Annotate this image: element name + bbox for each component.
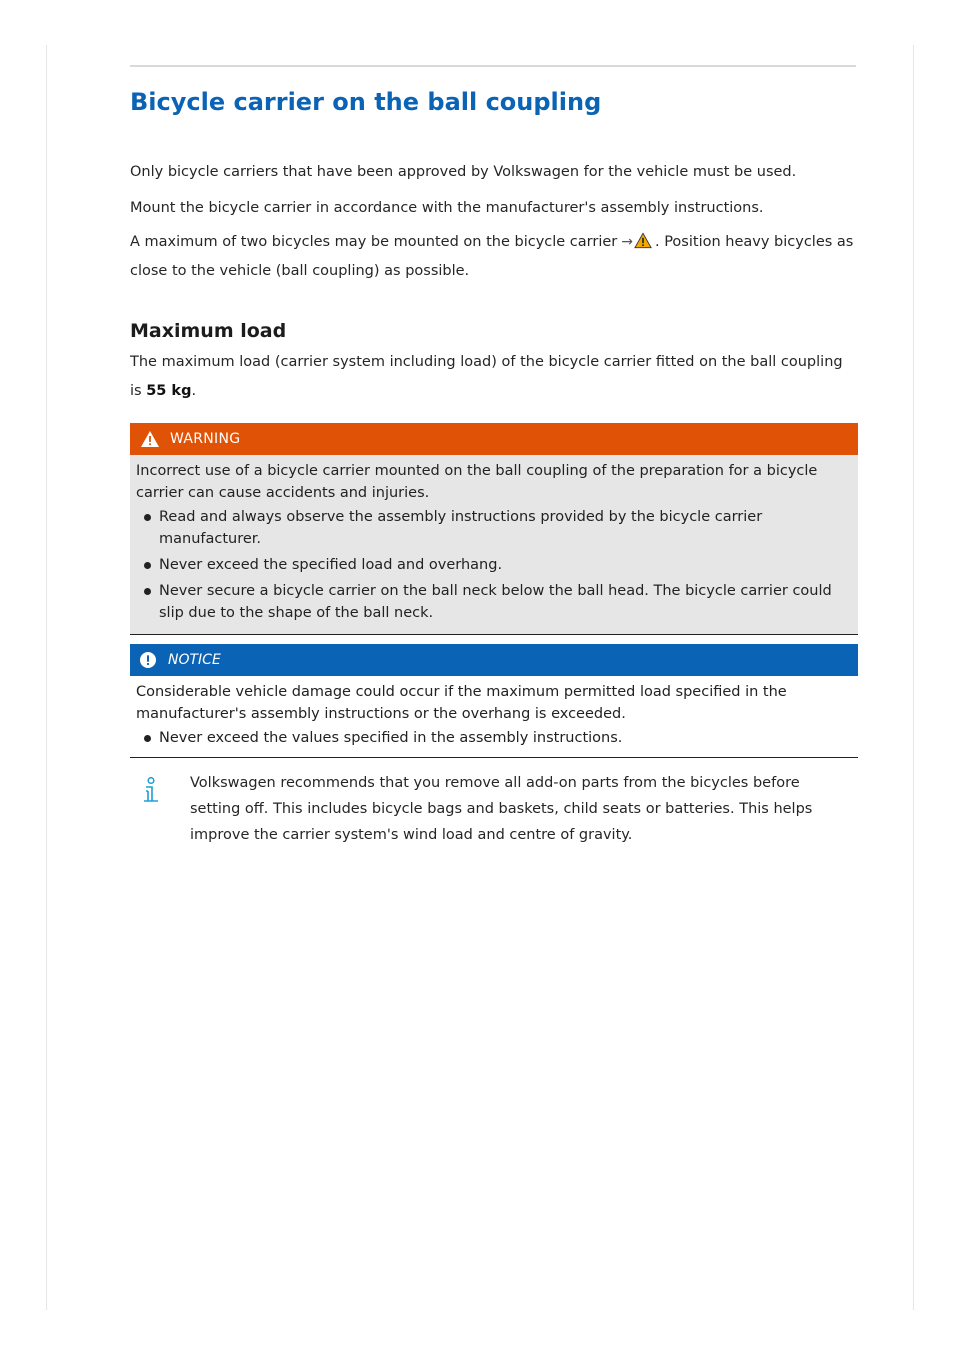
intro-paragraph-3-start: A maximum of two bicycles may be mounted on the bicycle carrier <box>130 234 618 250</box>
warning-label: WARNING <box>170 431 241 447</box>
warning-item: Never exceed the specified load and overhang. <box>136 554 848 576</box>
notice-header <box>130 644 858 676</box>
notice-body <box>130 676 858 757</box>
warning-intro: Incorrect use of a bicycle carrier mounted on the ball coupling of the preparation for a bicycle carrier can cause accidents and injuries. <box>136 463 818 501</box>
warning-item: Read and always observe the assembly instructions provided by the bicycle carrier manufacturer. <box>136 506 848 550</box>
max-load-value: 55 kg <box>146 383 192 399</box>
max-load-heading: Maximum load <box>130 320 287 342</box>
intro-paragraph-1: Only bicycle carriers that have been approved by Volkswagen for the vehicle must be used. <box>130 164 797 180</box>
intro-paragraph-3-end: . Position heavy bicycles as close to the vehicle (ball coupling) as possible. <box>130 234 854 279</box>
notice-item: Never exceed the values specified in the assembly instructions. <box>136 727 848 749</box>
notice-intro: Considerable vehicle damage could occur if the maximum permitted load specified in the manufacturer's assembly instructions or the overhang is exceeded. <box>136 684 787 722</box>
notice-exclamation-icon <box>140 652 156 668</box>
warning-triangle-icon <box>140 430 160 448</box>
top-divider <box>130 65 856 67</box>
info-icon <box>142 777 160 805</box>
warning-body <box>130 455 858 634</box>
warning-header <box>130 423 858 455</box>
arrow-right-icon[interactable]: → <box>621 234 633 250</box>
info-text: Volkswagen recommends that you remove all add-on parts from the bicycles before setting off. This includes bicycle bags and baskets, child seats or batteries. This helps improve the carrier system's wind load and centre of gravity. <box>190 775 813 843</box>
page-margin-left <box>46 45 47 1310</box>
notice-label: NOTICE <box>168 652 221 668</box>
page-title: Bicycle carrier on the ball coupling <box>130 88 602 116</box>
max-load-text: The maximum load (carrier system including load) of the bicycle carrier fitted on the ball coupling is <box>130 354 843 399</box>
notice-list <box>136 727 848 749</box>
max-load-period: . <box>191 383 197 399</box>
page-margin-right <box>913 45 914 1310</box>
info-tip <box>130 770 858 848</box>
intro-paragraph-2: Mount the bicycle carrier in accordance with the manufacturer's assembly instructions. <box>130 200 764 216</box>
warning-item: Never secure a bicycle carrier on the ball neck below the ball head. The bicycle carrier could slip due to the shape of the ball neck. <box>136 580 848 624</box>
max-load-paragraph <box>130 348 858 406</box>
intro-paragraph-3 <box>130 228 858 286</box>
notice-box <box>130 644 858 758</box>
warning-list <box>136 506 848 624</box>
warning-box <box>130 423 858 635</box>
warning-triangle-icon[interactable] <box>634 232 652 249</box>
